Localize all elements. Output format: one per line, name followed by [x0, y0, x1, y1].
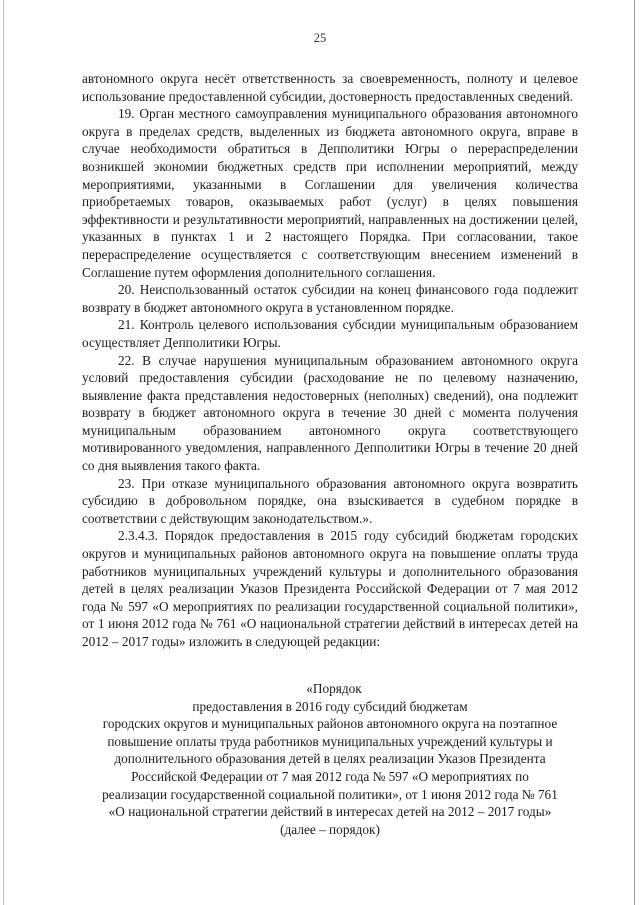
paragraph-23: 23. При отказе муниципального образования автономного округа возвратить субсидию в добровольном порядке, она взыскивается в судебном порядке в соответствии с действующим законодательством.». — [82, 475, 578, 526]
scan-edge-left — [3, 0, 4, 905]
title-line: предоставления в 2016 году субсидий бюджетам — [192, 698, 468, 714]
title-line: дополнительного образования детей в целях реализации Указов Президента — [114, 751, 546, 767]
title-line: «Порядок — [306, 681, 362, 696]
title-line: «О национальной стратегии действий в интересах детей на 2012 – 2017 годы» — [108, 804, 552, 820]
page-number: 25 — [313, 31, 327, 45]
paragraph-21: 21. Контроль целевого использования субсидии муниципальным образованием осуществляет Депполитики Югры. — [82, 317, 578, 350]
title-line: реализации государственной социальной политики», от 1 июня 2012 года № 761 — [102, 786, 558, 802]
body-text — [82, 70, 578, 651]
paragraph-19: 19. Орган местного самоуправления муниципального образования автономного округа в пределах средств, выделенных из бюджета автономного округа, вправе в случае необходимости обратиться в Депполитики Югры о перераспределении возникшей экономии бюджетных средств при исполнении мероприятий, между мероприятиями, указанными в Соглашении для увеличения количества приобретаемых товаров, оказываемых работ (услуг) в целях повышения эффективности и результативности мероприятий, направленных на достижении целей, указанных в пунктах 1 и 2 настоящего Порядка. При согласовании, такое перераспределение осуществляется с соответствующим внесением изменений в Соглашение путем оформления дополнительного соглашения. — [82, 106, 578, 280]
title-line: повышение оплаты труда работников муниципальных учреждений культуры и — [107, 733, 553, 749]
procedure-title — [82, 680, 578, 838]
paragraph-20: 20. Неиспользованный остаток субсидии на конец финансового года подлежит возврату в бюджет автономного округа в установленном порядке. — [82, 282, 578, 315]
paragraph-continuation: автономного округа несёт ответственность за своевременность, полноту и целевое использование предоставленной субсидии, достоверность предоставленных сведений. — [82, 71, 578, 104]
scan-edge-right — [634, 0, 635, 905]
title-line: городских округов и муниципальных районов автономного округа на поэтапное — [102, 716, 558, 732]
title-line: (далее – порядок) — [280, 821, 380, 837]
title-line: Российской Федерации от 7 мая 2012 года № 597 «О мероприятиях по — [131, 768, 529, 784]
paragraph-22: 22. В случае нарушения муниципальным образованием автономного округа условий предоставления субсидии (расходование не по целевому назначению, выявление факта представления недостоверных (неполных) сведений), она подлежит возврату в бюджет автономного округа в течение 30 дней с момента получения муниципальным образованием автономного округа соответствующего мотивированного уведомления, направленного Депполитики Югры в течение 20 дней со дня выявления такого факта. — [82, 352, 578, 474]
paragraph-2-3-4-3: 2.3.4.3. Порядок предоставления в 2015 году субсидий бюджетам городских округов и муниципальных районов автономного округа на повышение оплаты труда работников муниципальных учреждений культуры и дополнительного образования детей в целях реализации Указов Президента Российской Федерации от 7 мая 2012 года № 597 «О мероприятиях по реализации государственной социальной политики», от 1 июня 2012 года № 761 «О национальной стратегии действий в интересах детей на 2012 – 2017 годы» изложить в следующей редакции: — [82, 528, 578, 649]
